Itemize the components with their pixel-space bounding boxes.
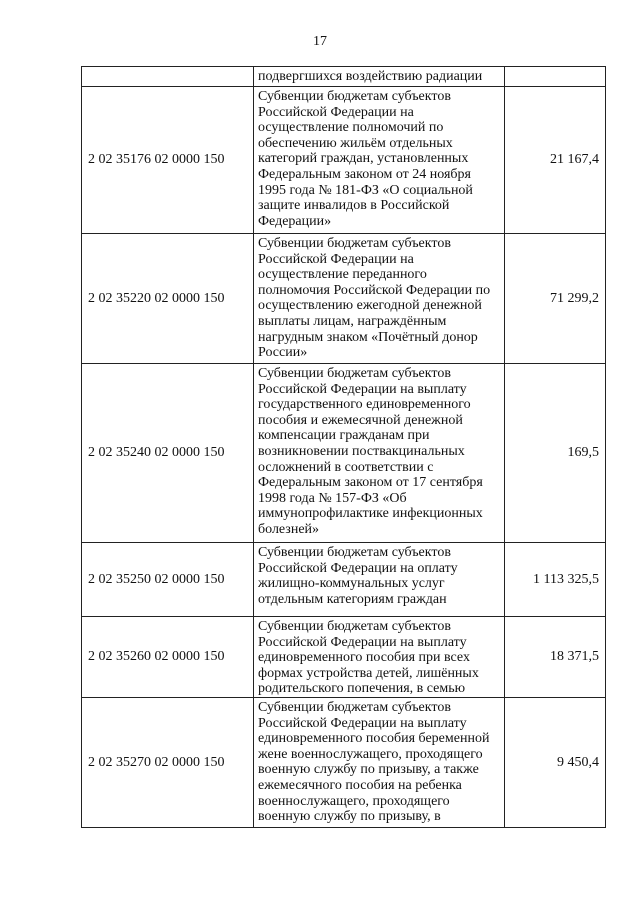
table-row	[82, 67, 606, 87]
description-line: компенсации гражданам при	[258, 428, 430, 444]
budget-code: 2 02 35220 02 0000 150	[82, 234, 254, 364]
budget-code: 2 02 35250 02 0000 150	[82, 543, 254, 617]
budget-code: 2 02 35270 02 0000 150	[82, 698, 254, 828]
budget-code: 2 02 35260 02 0000 150	[82, 617, 254, 698]
table-row	[82, 698, 606, 828]
description-line: Субвенции бюджетам субъектов	[258, 619, 451, 634]
amount: 169,5	[505, 364, 606, 543]
amount: 71 299,2	[505, 234, 606, 364]
description-line: России»	[258, 345, 308, 361]
description-line: Субвенции бюджетам субъектов	[258, 89, 451, 104]
description-line: полномочия Российской Федерации по	[258, 282, 491, 298]
description-line: категорий граждан, установленных	[258, 151, 469, 167]
description-line: Российской Федерации на выплату	[258, 634, 467, 650]
description-line: формах устройства детей, лишённых	[258, 665, 479, 681]
table-row	[82, 364, 606, 543]
amount	[505, 67, 606, 87]
budget-code	[82, 67, 254, 87]
description-line: отдельным категориям граждан	[258, 591, 447, 607]
amount: 9 450,4	[505, 698, 606, 828]
page-number: 17	[313, 34, 327, 49]
amount: 18 371,5	[505, 617, 606, 698]
description-line: Российской Федерации на выплату	[258, 715, 467, 731]
description-line: Федеральным законом от 24 ноября	[258, 166, 471, 182]
description-line: Российской Федерации на	[258, 104, 414, 120]
description-line: 1998 года № 157-ФЗ «Об	[258, 490, 407, 506]
description-line: жене военнослужащего, проходящего	[258, 746, 483, 762]
description-line: обеспечению жильём отдельных	[258, 135, 453, 151]
description-line: пособия и ежемесячной денежной	[258, 412, 463, 428]
description-line: Российской Федерации на	[258, 251, 414, 267]
description-line: осуществлению ежегодной денежной	[258, 298, 482, 314]
budget-code: 2 02 35240 02 0000 150	[82, 364, 254, 543]
description	[254, 698, 505, 828]
description	[254, 87, 505, 234]
budget-code: 2 02 35176 02 0000 150	[82, 87, 254, 234]
table-row	[82, 543, 606, 617]
description	[254, 234, 505, 364]
description-line: осуществление полномочий по	[258, 120, 444, 136]
description-line: ежемесячного пособия на ребенка	[258, 777, 462, 793]
table-row	[82, 87, 606, 234]
description-line: Федерации»	[258, 213, 332, 229]
description-line: возникновении поствакцинальных	[258, 443, 465, 459]
description-line: военную службу по призыву, в	[258, 809, 441, 825]
budget-table	[81, 66, 606, 828]
description-line: 1995 года № 181-ФЗ «О социальной	[258, 182, 473, 198]
description	[254, 364, 505, 543]
description-line: иммунопрофилактике инфекционных	[258, 506, 483, 522]
amount: 21 167,4	[505, 87, 606, 234]
description	[254, 67, 505, 87]
description-line: осуществление переданного	[258, 267, 427, 283]
description-line: родительского попечения, в семью	[258, 681, 466, 697]
description	[254, 543, 505, 617]
description-line: Российской Федерации на выплату	[258, 381, 467, 397]
description-line: военную службу по призыву, а также	[258, 762, 479, 778]
description-line: военнослужащего, проходящего	[258, 793, 450, 809]
description-line: нагрудным знаком «Почётный донор	[258, 329, 478, 345]
description-line: болезней»	[258, 521, 320, 537]
description-line: подвергшихся воздействию радиации	[258, 69, 483, 84]
description-line: выплаты лицам, награждённым	[258, 313, 447, 329]
table-row	[82, 617, 606, 698]
table-row	[82, 234, 606, 364]
description-line: единовременного пособия беременной	[258, 731, 490, 747]
amount: 1 113 325,5	[505, 543, 606, 617]
description-line: Субвенции бюджетам субъектов	[258, 700, 451, 715]
description	[254, 617, 505, 698]
description-line: защите инвалидов в Российской	[258, 198, 450, 214]
description-line: Субвенции бюджетам субъектов	[258, 366, 451, 381]
description-line: Федеральным законом от 17 сентября	[258, 475, 483, 491]
description-line: единовременного пособия при всех	[258, 650, 470, 666]
description-line: государственного единовременного	[258, 397, 471, 413]
description-line: Российской Федерации на оплату	[258, 560, 458, 576]
description-line: Субвенции бюджетам субъектов	[258, 236, 451, 251]
description-line: жилищно-коммунальных услуг	[258, 576, 445, 592]
description-line: осложнений в соответствии с	[258, 459, 434, 475]
description-line: Субвенции бюджетам субъектов	[258, 545, 451, 560]
